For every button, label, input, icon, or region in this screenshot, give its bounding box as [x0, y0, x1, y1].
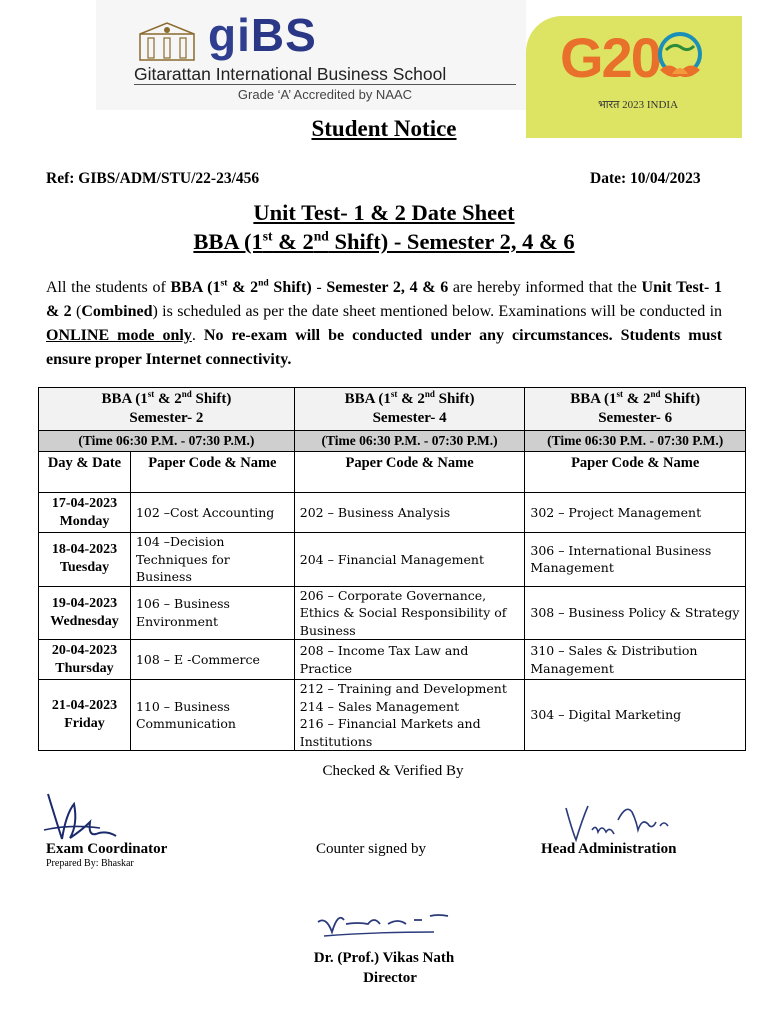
director-name: Dr. (Prof.) Vikas Nath: [313, 950, 455, 966]
g20-caption: भारत 2023 INDIA: [598, 99, 679, 111]
paper-entry: 212 – Training and Development: [299, 681, 507, 696]
director-signature: [314, 902, 454, 946]
paper-column-header: Paper Code & Name: [525, 452, 746, 493]
paper-cell-sem6: [525, 586, 746, 640]
day-date-cell: 17-04-2023 Monday: [39, 493, 131, 533]
gibs-logo-text: giBS: [208, 9, 317, 61]
paper-cell-sem2: [130, 586, 294, 640]
paper-cell-sem6: [525, 640, 746, 680]
paper-entry: 202 – Business Analysis: [299, 504, 451, 520]
school-name: Gitarattan International Business School: [134, 64, 447, 84]
paper-cell-sem6: [525, 533, 746, 587]
paper-entry: 204 – Financial Management: [299, 551, 484, 567]
naac-accreditation: Grade ‘A’ Accredited by NAAC: [237, 87, 413, 102]
day-date-cell: 20-04-2023 Thursday: [39, 640, 131, 680]
exam-coordinator-label: Exam Coordinator: [46, 841, 168, 857]
paper-cell-sem2: [130, 640, 294, 680]
semester-6-header: BBA (1st & 2nd Shift) Semester- 6: [525, 388, 746, 431]
paper-cell-sem2: [130, 533, 294, 587]
paper-cell-sem2: [130, 493, 294, 533]
g20-lotus-globe-icon: [652, 30, 708, 86]
semester-2-header: BBA (1st & 2nd Shift) Semester- 2: [39, 388, 295, 431]
paper-entry: 216 – Financial Markets and Institutions: [299, 716, 481, 749]
head-administration-label: Head Administration: [541, 841, 677, 857]
paper-entry: 214 – Sales Management: [299, 698, 460, 714]
logo-divider: [134, 84, 516, 85]
table-row: [39, 533, 746, 587]
table-row: [39, 493, 746, 533]
paper-cell-sem6: [525, 680, 746, 751]
paper-entry: 306 – International Business Management: [530, 542, 712, 576]
notice-date: Date: 10/04/2023: [590, 170, 701, 187]
checked-verified-label: Checked & Verified By: [322, 763, 464, 779]
table-row: [39, 640, 746, 680]
table-row: [39, 586, 746, 640]
paper-cell-sem4: [294, 493, 525, 533]
paper-entry: 310 – Sales & Distribution Management: [530, 643, 698, 676]
paper-entry: 208 – Income Tax Law and Practice: [299, 643, 469, 676]
paper-column-header: Paper Code & Name: [130, 452, 294, 493]
day-date-cell: 18-04-2023 Tuesday: [39, 533, 131, 587]
paper-cell-sem4: [294, 586, 525, 640]
semester-2-time: (Time 06:30 P.M. - 07:30 P.M.): [39, 431, 295, 452]
prepared-by: Prepared By: Bhaskar: [46, 858, 134, 869]
date-sheet-table: [38, 387, 746, 751]
semester-4-time: (Time 06:30 P.M. - 07:30 P.M.): [294, 431, 525, 452]
paper-cell-sem4: [294, 640, 525, 680]
paper-entry: 304 – Digital Marketing: [530, 707, 682, 723]
paper-cell-sem4: [294, 533, 525, 587]
date-sheet-title: Unit Test- 1 & 2 Date Sheet: [253, 200, 515, 225]
semester-4-header: BBA (1st & 2nd Shift) Semester- 4: [294, 388, 525, 431]
paper-entry: 104 –Decision Techniques for Business: [135, 534, 230, 584]
day-date-cell: 21-04-2023 Friday: [39, 680, 131, 751]
paper-entry: 302 – Project Management: [530, 504, 702, 520]
notice-paragraph: All the students of BBA (1st & 2nd Shift) - Semester 2, 4 & 6 are hereby informed that the Unit Test- 1 & 2 (Combined) is scheduled as per the date sheet mentioned below. Examinations will be conducted in ONLINE mode only. No re-exam will be conducted under any circumstances. Students must ensure proper Internet connectivity.: [46, 277, 723, 368]
date-sheet-subtitle: BBA (1st & 2nd Shift) - Semester 2, 4 & 6: [193, 228, 575, 254]
paper-entry: 206 – Corporate Governance, Ethics & Social Responsibility of Business: [299, 587, 507, 638]
counter-signed-label: Counter signed by: [316, 841, 426, 857]
paper-cell-sem2: [130, 680, 294, 751]
paper-cell-sem6: [525, 493, 746, 533]
paper-entry: 308 – Business Policy & Strategy: [530, 605, 740, 620]
paper-entry: 102 –Cost Accounting: [135, 504, 275, 520]
director-title: Director: [363, 970, 417, 986]
reference-number: Ref: GIBS/ADM/STU/22-23/456: [46, 170, 260, 187]
day-date-column-header: Day & Date: [39, 452, 131, 493]
notice-title: Student Notice: [311, 116, 457, 141]
paper-column-header: Paper Code & Name: [294, 452, 525, 493]
paper-entry: 106 – Business Environment: [135, 596, 230, 629]
gibs-emblem-icon: [134, 20, 200, 64]
paper-cell-sem4: [294, 680, 525, 751]
paper-entry: 110 – Business Communication: [135, 698, 236, 731]
day-date-cell: 19-04-2023 Wednesday: [39, 586, 131, 640]
table-row: [39, 680, 746, 751]
paper-entry: 108 – E -Commerce: [135, 651, 260, 667]
semester-6-time: (Time 06:30 P.M. - 07:30 P.M.): [525, 431, 746, 452]
g20-logo-text: G20: [560, 26, 660, 89]
